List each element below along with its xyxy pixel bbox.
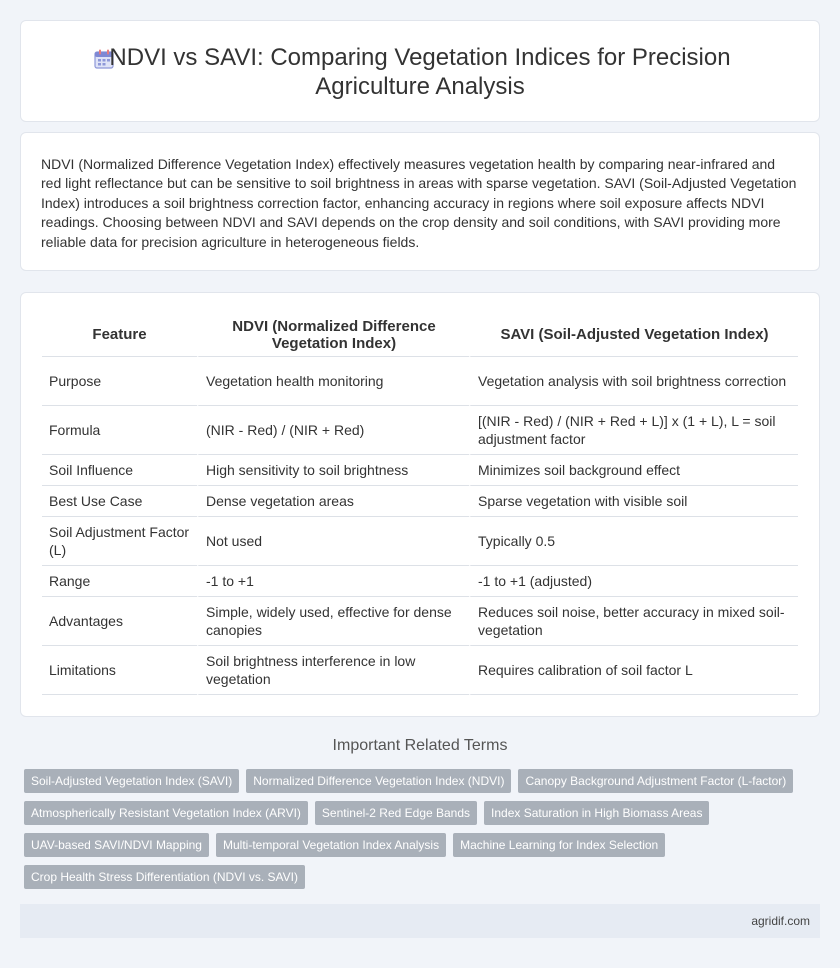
comparison-table	[42, 313, 798, 695]
page-title	[21, 43, 819, 101]
ndvi-cell: (NIR - Red) / (NIR + Red)	[197, 406, 469, 455]
table-row	[42, 566, 798, 597]
tag-row	[24, 801, 824, 825]
tag-uav-mapping[interactable]: UAV-based SAVI/NDVI Mapping	[24, 833, 209, 857]
table-row	[42, 597, 798, 646]
intro-card	[20, 132, 820, 271]
feature-cell: Soil Adjustment Factor (L)	[42, 517, 197, 566]
page-title-line-2: Agriculture Analysis	[315, 73, 525, 100]
related-terms-list	[24, 769, 824, 897]
tag-crop-stress[interactable]: Crop Health Stress Differentiation (NDVI vs. SAVI)	[24, 865, 305, 889]
ndvi-cell: Vegetation health monitoring	[197, 357, 469, 406]
tag-l-factor[interactable]: Canopy Background Adjustment Factor (L-factor)	[518, 769, 793, 793]
comparison-card	[20, 292, 820, 717]
ndvi-cell: Dense vegetation areas	[197, 486, 469, 517]
header-feature: Feature	[42, 313, 197, 357]
savi-cell: Sparse vegetation with visible soil	[469, 486, 798, 517]
tag-index-saturation[interactable]: Index Saturation in High Biomass Areas	[484, 801, 709, 825]
savi-cell: Typically 0.5	[469, 517, 798, 566]
footer	[20, 904, 820, 938]
tag-row	[24, 865, 824, 889]
page-title-line-1: NDVI vs SAVI: Comparing Vegetation Indices for Precision	[109, 44, 731, 71]
savi-cell: Reduces soil noise, better accuracy in mixed soil-vegetation	[469, 597, 798, 646]
table-row	[42, 646, 798, 695]
ndvi-cell: Soil brightness interference in low vegetation	[197, 646, 469, 695]
feature-cell: Formula	[42, 406, 197, 455]
feature-cell: Advantages	[42, 597, 197, 646]
table-row	[42, 455, 798, 486]
header-savi: SAVI (Soil-Adjusted Vegetation Index)	[469, 313, 798, 357]
savi-cell: Minimizes soil background effect	[469, 455, 798, 486]
title-card	[20, 20, 820, 122]
ndvi-cell: High sensitivity to soil brightness	[197, 455, 469, 486]
tag-multi-temporal[interactable]: Multi-temporal Vegetation Index Analysis	[216, 833, 446, 857]
footer-site[interactable]: agridif.com	[751, 914, 810, 928]
tag-savi[interactable]: Soil-Adjusted Vegetation Index (SAVI)	[24, 769, 239, 793]
feature-cell: Limitations	[42, 646, 197, 695]
ndvi-cell: Simple, widely used, effective for dense canopies	[197, 597, 469, 646]
savi-cell: [(NIR - Red) / (NIR + Red + L)] x (1 + L), L = soil adjustment factor	[469, 406, 798, 455]
tag-row	[24, 833, 824, 857]
savi-cell: -1 to +1 (adjusted)	[469, 566, 798, 597]
table-row	[42, 357, 798, 406]
savi-cell: Vegetation analysis with soil brightness correction	[469, 357, 798, 406]
tag-arvi[interactable]: Atmospherically Resistant Vegetation Index (ARVI)	[24, 801, 308, 825]
table-header-row	[42, 313, 798, 357]
ndvi-cell: -1 to +1	[197, 566, 469, 597]
feature-cell: Soil Influence	[42, 455, 197, 486]
savi-cell: Requires calibration of soil factor L	[469, 646, 798, 695]
tag-red-edge[interactable]: Sentinel-2 Red Edge Bands	[315, 801, 477, 825]
feature-cell: Range	[42, 566, 197, 597]
related-terms-title: Important Related Terms	[332, 737, 508, 754]
feature-cell: Best Use Case	[42, 486, 197, 517]
header-ndvi: NDVI (Normalized Difference Vegetation Index)	[197, 313, 469, 357]
ndvi-cell: Not used	[197, 517, 469, 566]
tag-machine-learning[interactable]: Machine Learning for Index Selection	[453, 833, 665, 857]
table-row	[42, 486, 798, 517]
table-row	[42, 406, 798, 455]
table-row	[42, 517, 798, 566]
feature-cell: Purpose	[42, 357, 197, 406]
tag-ndvi[interactable]: Normalized Difference Vegetation Index (NDVI)	[246, 769, 511, 793]
intro-paragraph: NDVI (Normalized Difference Vegetation Index) effectively measures vegetation health by comparing near-infrared and red light reflectance but can be sensitive to soil brightness in areas with sparse vegetation. SAVI (Soil-Adjusted Vegetation Index) introduces a soil brightness correction factor, enhancing accuracy in regions where soil exposure affects NDVI readings. Choosing between NDVI and SAVI depends on the crop density and soil conditions, with SAVI providing more reliable data for precision agriculture in heterogeneous fields.	[41, 156, 797, 250]
tag-row	[24, 769, 824, 793]
